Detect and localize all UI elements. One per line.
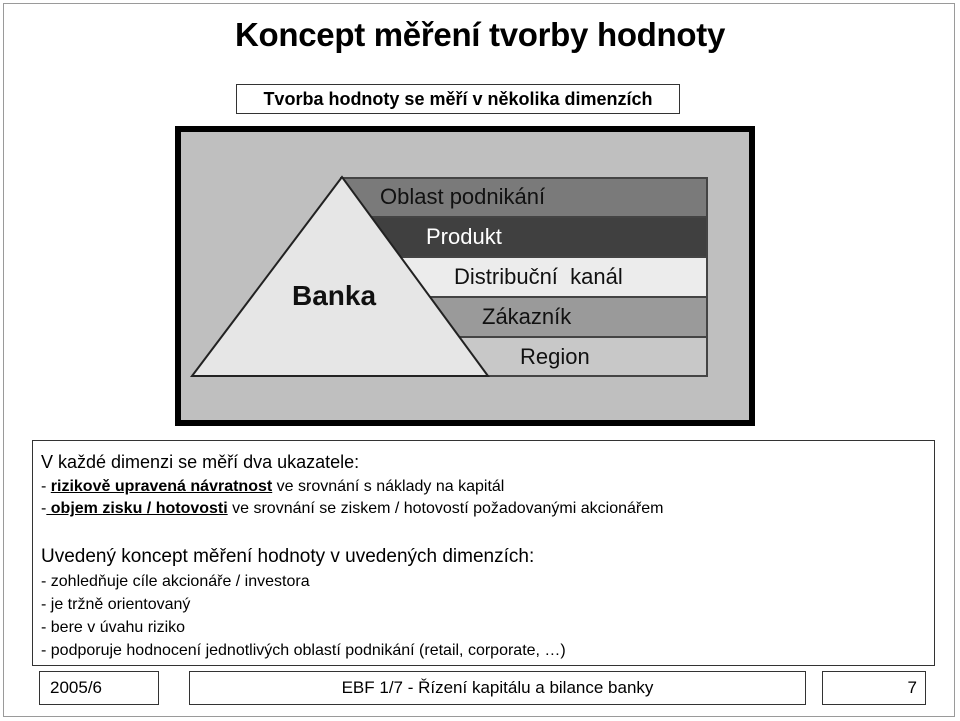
bullet-prefix: -	[41, 500, 47, 517]
band-label: Distribuční kanál	[454, 264, 623, 289]
concept-title: Uvedený koncept měření hodnoty v uvedených dimenzích:	[41, 546, 535, 567]
footer-course	[189, 671, 806, 705]
band-label: Oblast podnikání	[380, 184, 546, 209]
risk-adjusted-return: rizikově upravená návratnost	[50, 478, 273, 495]
slide-subtitle: Tvorba hodnoty se měří v několika dimenzích	[236, 84, 680, 114]
band-label: Zákazník	[482, 304, 572, 329]
footer-date	[39, 671, 159, 705]
footer-page	[822, 671, 926, 705]
concept-bullet: - bere v úvahu riziko	[41, 619, 186, 636]
footer-course-text: EBF 1/7 - Řízení kapitálu a bilance banky	[341, 678, 654, 697]
indicator-2-rest: ve srovnání se ziskem / hotovostí požadovanými akcionářem	[227, 500, 664, 517]
pyramid-label: Banka	[292, 280, 377, 311]
bullet-prefix: -	[41, 478, 51, 495]
page-number: 7	[907, 678, 917, 697]
band-label: Produkt	[426, 224, 502, 249]
indicator-2	[41, 500, 663, 518]
indicator-1-rest: ve srovnání s náklady na kapitál	[272, 478, 505, 495]
footer-date-text: 2005/6	[50, 678, 102, 697]
profit-cash-volume: objem zisku / hotovosti	[46, 500, 228, 517]
indicator-1	[41, 478, 504, 496]
concept-bullet: - podporuje hodnocení jednotlivých oblastí podnikání (retail, corporate, …)	[41, 642, 566, 659]
bank-pyramid	[190, 177, 490, 377]
pyramid-shape	[192, 177, 488, 376]
intro-line: V každé dimenzi se měří dva ukazatele:	[41, 452, 360, 472]
slide-title: Koncept měření tvorby hodnoty	[234, 16, 725, 53]
concept-bullet: - je tržně orientovaný	[41, 596, 191, 613]
concept-bullet: - zohledňuje cíle akcionáře / investora	[41, 573, 310, 590]
band-label: Region	[520, 344, 590, 369]
